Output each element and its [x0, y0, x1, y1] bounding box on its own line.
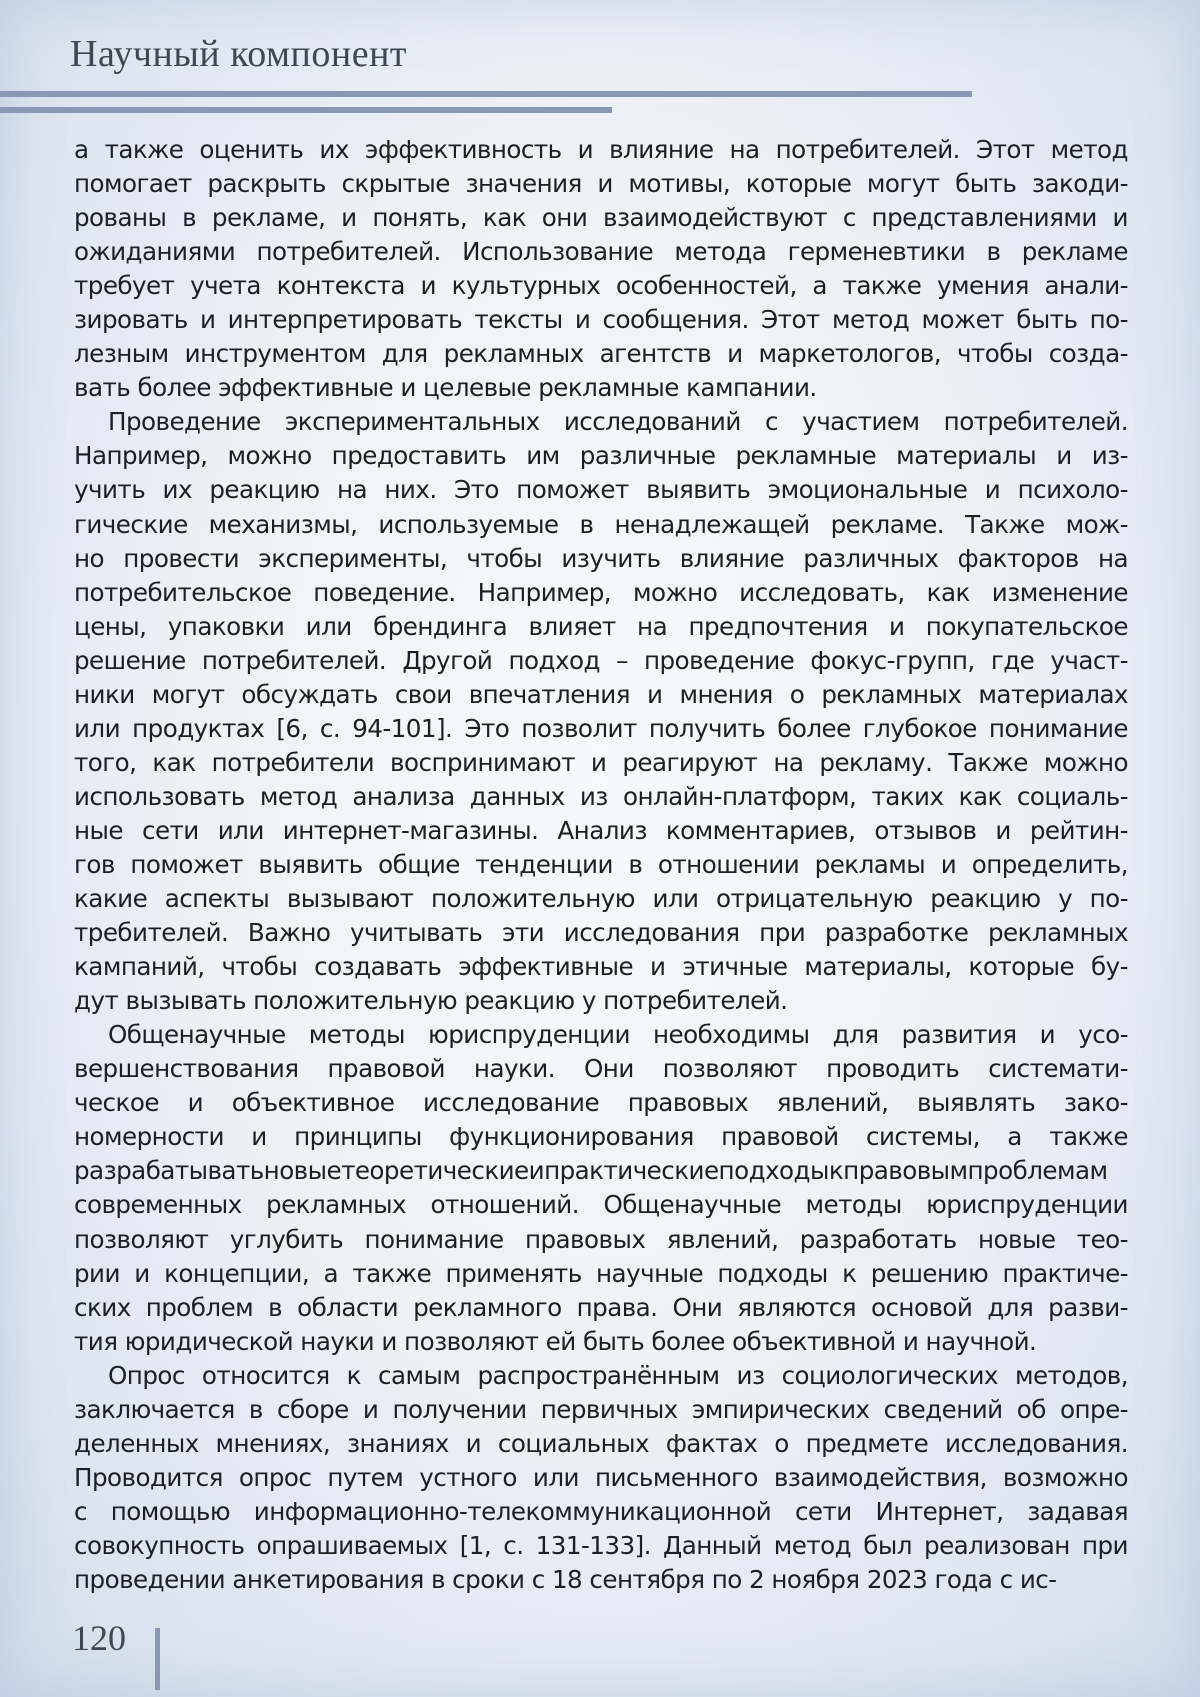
text-line: или продуктах [6, с. 94-101]. Это позволит получить более глубокое понимание — [74, 713, 1128, 743]
text-line: какие аспекты вызывают положительную или отрицательную реакцию у по- — [74, 884, 1128, 914]
text-line: вершенствования правовой науки. Они позволяют проводить системати- — [74, 1054, 1128, 1084]
text-line: вать более эффективные и целевые рекламные кампании. — [74, 373, 817, 403]
paragraph — [74, 1018, 1128, 1358]
text-line: решение потребителей. Другой подход – проведение фокус-групп, где участ- — [74, 645, 1128, 675]
text-line: но провести эксперименты, чтобы изучить влияние различных факторов на — [74, 543, 1128, 573]
text-line: дут вызывать положительную реакцию у потребителей. — [74, 986, 788, 1016]
text-line: Например, можно предоставить им различные рекламные материалы и из- — [74, 441, 1128, 471]
text-line: цены, упаковки или брендинга влияет на предпочтения и покупательское — [74, 611, 1128, 641]
text-line: зировать и интерпретировать тексты и сообщения. Этот метод может быть по- — [74, 305, 1128, 335]
text-line: а также оценить их эффективность и влияние на потребителей. Этот метод — [74, 135, 1128, 164]
text-line: Общенаучные методы юриспруденции необходимы для развития и усо- — [108, 1020, 1128, 1050]
text-line: учить их реакцию на них. Это поможет выявить эмоциональные и психоло- — [74, 475, 1128, 505]
text-line: ских проблем в области рекламного права. Они являются основой для разви- — [74, 1292, 1128, 1322]
text-line: Проведение экспериментальных исследований с участием потребителей. — [108, 407, 1128, 437]
text-line: Проводится опрос путем устного или письменного взаимодействия, возможно — [74, 1462, 1128, 1492]
text-line: разрабатыватьновыетеоретическиеипрактическиеподходыкправовымпроблемам — [74, 1156, 1108, 1186]
header-rule-long — [0, 91, 972, 97]
text-line: лезным инструментом для рекламных агентств и маркетологов, чтобы созда- — [74, 339, 1128, 369]
paragraph — [74, 1359, 1128, 1597]
text-line: использовать метод анализа данных из онлайн-платформ, таких как социаль- — [74, 781, 1128, 811]
header-rule-short — [0, 107, 612, 113]
text-line: требителей. Важно учитывать эти исследования при разработке рекламных — [74, 918, 1128, 948]
text-line: ожиданиями потребителей. Использование метода герменевтики в рекламе — [74, 237, 1128, 267]
running-header: Научный компонент — [70, 33, 408, 75]
text-line: ники могут обсуждать свои впечатления и мнения о рекламных материалах — [74, 679, 1128, 709]
text-line: деленных мнениях, знаниях и социальных фактах о предмете исследования. — [74, 1428, 1128, 1458]
text-line: заключается в сборе и получении первичных эмпирических сведений об опре- — [74, 1394, 1128, 1424]
text-line: гов поможет выявить общие тенденции в отношении рекламы и определить, — [74, 849, 1128, 879]
text-line: современных рекламных отношений. Общенаучные методы юриспруденции — [74, 1190, 1128, 1220]
text-line: потребительское поведение. Например, можно исследовать, как изменение — [74, 577, 1128, 607]
text-line: ческое и объективное исследование правовых явлений, выявлять зако- — [74, 1088, 1128, 1118]
text-line: номерности и принципы функционирования правовой системы, а также — [74, 1122, 1128, 1152]
paragraph — [74, 405, 1128, 1018]
text-line: рованы в рекламе, и понять, как они взаимодействуют с представлениями и — [74, 203, 1128, 233]
text-line: рии и концепции, а также применять научные подходы к решению практиче- — [74, 1258, 1128, 1288]
text-line: позволяют углубить понимание правовых явлений, разработать новые тео- — [74, 1224, 1128, 1254]
text-line: совокупность опрашиваемых [1, с. 131-133]. Данный метод был реализован при — [74, 1530, 1128, 1560]
page-number: 120 — [72, 1618, 126, 1658]
footer-rule — [155, 1628, 160, 1690]
text-line: помогает раскрыть скрытые значения и мотивы, которые могут быть закоди- — [74, 169, 1128, 199]
paragraph — [74, 133, 1128, 405]
text-line: того, как потребители воспринимают и реагируют на рекламу. Также можно — [74, 747, 1128, 777]
text-line: кампаний, чтобы создавать эффективные и этичные материалы, которые бу- — [74, 952, 1128, 982]
text-line: с помощью информационно-телекоммуникационной сети Интернет, задавая — [74, 1496, 1128, 1526]
text-line: ные сети или интернет-магазины. Анализ комментариев, отзывов и рейтин- — [74, 815, 1128, 845]
text-line: проведении анкетирования в сроки с 18 сентября по 2 ноября 2023 года с ис- — [74, 1564, 1057, 1594]
text-line: гические механизмы, используемые в ненадлежащей рекламе. Также мож- — [74, 509, 1128, 539]
body-text — [74, 133, 1128, 1597]
text-line: требует учета контекста и культурных особенностей, а также умения анали- — [74, 271, 1128, 301]
text-line: тия юридической науки и позволяют ей быть более объективной и научной. — [74, 1326, 1037, 1356]
text-line: Опрос относится к самым распространённым из социологических методов, — [108, 1360, 1128, 1390]
